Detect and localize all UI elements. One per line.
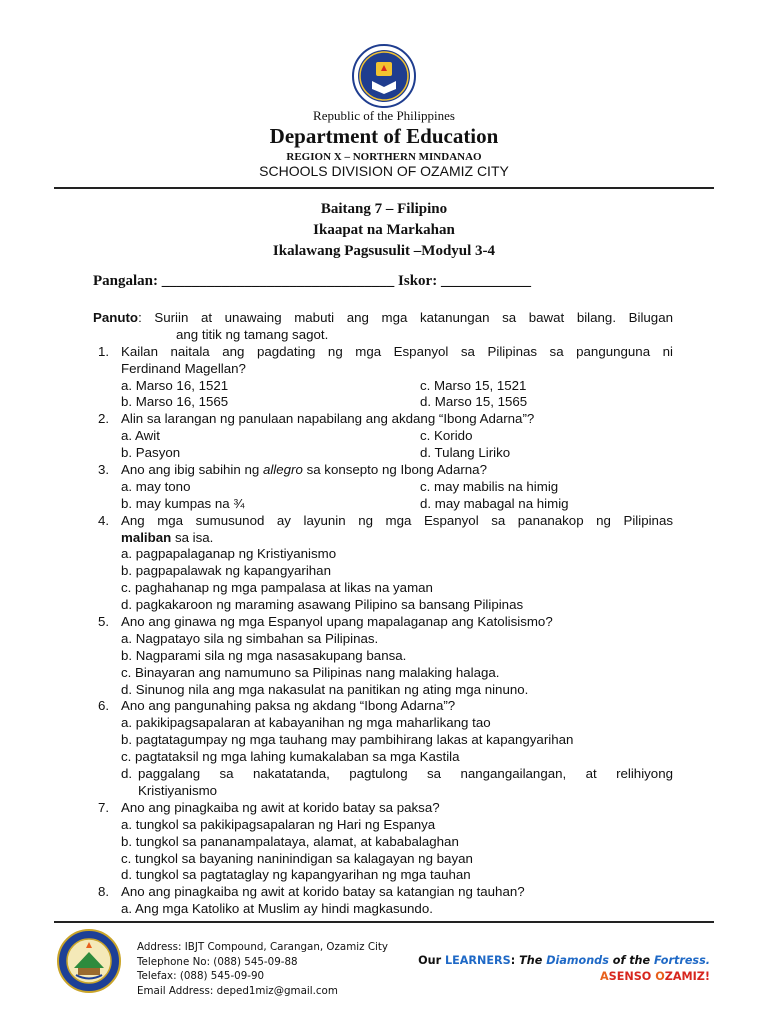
- option-a[interactable]: a. Nagpatayo sila ng simbahan sa Pilipinas.: [121, 630, 379, 646]
- question-3: 3. Ano ang ibig sabihin ng allegro sa konsepto ng Ibong Adarna?: [93, 462, 673, 479]
- question-text: Kailan naitala ang pagdating ng mga Espanyol sa Pilipinas sa pangunguna ni: [121, 343, 673, 359]
- name-label: Pangalan:: [93, 273, 159, 289]
- motto-line1: Our LEARNERS: The Diamonds of the Fortress.: [418, 954, 710, 967]
- footer-divider: [54, 921, 714, 923]
- option-c[interactable]: c. may mabilis na himig: [420, 478, 559, 494]
- question-text: Ferdinand Magellan?: [121, 360, 246, 376]
- footer-contact-info: [137, 940, 388, 998]
- footer-telefax: Telefax: (088) 545-09-90: [137, 970, 265, 983]
- option-b[interactable]: b. Nagparami sila ng mga nasasakupang bansa.: [121, 647, 407, 663]
- option-a[interactable]: a. Marso 16, 1521: [121, 377, 229, 393]
- question-text: Ano ang pinagkaiba ng awit at korido batay sa katangian ng tauhan?: [121, 884, 525, 900]
- options-row: [93, 445, 673, 462]
- question-2: 2. Alin sa larangan ng panulaan napabilang ang akdang “Ibong Adarna”?: [93, 411, 673, 428]
- options-row: [93, 428, 673, 445]
- question-7: 7. Ano ang pinagkaiba ng awit at korido batay sa paksa?: [93, 800, 673, 817]
- question-8: 8. Ano ang pinagkaiba ng awit at korido batay sa katangian ng tauhan?: [93, 884, 673, 901]
- option-a[interactable]: a. tungkol sa pakikipagsapalaran ng Hari ng Espanya: [121, 816, 436, 832]
- option-a[interactable]: a. may tono: [121, 478, 191, 494]
- option-b[interactable]: b. pagtatagumpay ng mga tauhang may pambihirang lakas at kapangyarihan: [121, 732, 574, 748]
- options-row: [93, 394, 673, 411]
- instructions-line2: ang titik ng tamang sagot.: [176, 326, 329, 342]
- question-text: Ang mga sumusunod ay layunin ng mga Espanyol sa pananakop ng Pilipinas: [121, 512, 673, 528]
- question-text: Ano ang ginawa ng mga Espanyol upang mapalaganap ang Katolisismo?: [121, 614, 553, 630]
- department-title: Department of Education: [269, 124, 499, 148]
- motto-line2: ASENSO OZAMIZ!: [600, 970, 710, 983]
- question-text: Ano ang pangunahing paksa ng akdang “Ibong Adarna”?: [121, 698, 456, 714]
- option-c[interactable]: c. tungkol sa bayaning naninindigan sa kalagayan ng bayan: [121, 850, 473, 866]
- options-row: [93, 378, 673, 395]
- question-1: 1. Kailan naitala ang pagdating ng mga Espanyol sa Pilipinas sa pangunguna ni Ferdinand Magellan?: [98, 343, 673, 376]
- header-divider: [54, 187, 714, 189]
- title-exam: Ikalawang Pagsusulit –Modyul 3-4: [272, 243, 496, 259]
- footer-email[interactable]: Email Address: deped1miz@gmail.com: [137, 984, 338, 997]
- option-d[interactable]: d. tungkol sa pagtataglay ng kapangyarihan ng mga tauhan: [121, 867, 471, 883]
- option-b[interactable]: b. tungkol sa pananampalataya, alamat, at kababalaghan: [121, 833, 459, 849]
- option-c[interactable]: c. Korido: [420, 428, 473, 444]
- option-c[interactable]: c. pagtataksil ng mga lahing kumakalaban sa mga Kastila: [121, 749, 460, 765]
- option-c[interactable]: c. Marso 15, 1521: [420, 377, 527, 393]
- deped-seal-icon: [346, 43, 422, 109]
- question-text: Alin sa larangan ng panulaan napabilang ang akdang “Ibong Adarna”?: [121, 411, 535, 427]
- score-label: Iskor:: [398, 273, 438, 289]
- question-text: Ano ang ibig sabihin ng allegro sa konsepto ng Ibong Adarna?: [121, 462, 487, 478]
- footer-motto: [418, 953, 710, 985]
- option-a[interactable]: a. pagpapalaganap ng Kristiyanismo: [121, 546, 337, 562]
- name-score-row: [93, 273, 531, 290]
- option-d[interactable]: d. pagkakaroon ng maraming asawang Pilipino sa bansang Pilipinas: [121, 597, 524, 613]
- option-c[interactable]: c. Binayaran ang namumuno sa Pilipinas nang malaking halaga.: [121, 664, 500, 680]
- question-6: 6. Ano ang pangunahing paksa ng akdang “Ibong Adarna”?: [93, 698, 673, 715]
- option-b[interactable]: b. pagpapalawak ng kapangyarihan: [121, 563, 331, 579]
- division-line: SCHOOLS DIVISION OF OZAMIZ CITY: [259, 163, 509, 179]
- title-quarter: Ikaapat na Markahan: [313, 222, 455, 238]
- option-a[interactable]: a. Ang mga Katoliko at Muslim ay hindi magkasundo.: [121, 901, 433, 917]
- option-d[interactable]: d. may mabagal na himig: [420, 495, 569, 511]
- region-line: REGION X – NORTHERN MINDANAO: [286, 151, 482, 163]
- instructions-line1: Panuto: Suriin at unawaing mabuti ang mga katanungan sa bawat bilang. Bilugan: [93, 310, 673, 325]
- option-a[interactable]: a. Awit: [121, 428, 160, 444]
- question-4: 4. Ang mga sumusunod ay layunin ng mga Espanyol sa pananakop ng Pilipinas maliban sa isa.: [98, 512, 673, 545]
- option-b[interactable]: b. Marso 16, 1565: [121, 394, 229, 410]
- score-blank[interactable]: ____________: [440, 273, 531, 289]
- instructions-label: Panuto: [93, 310, 139, 325]
- ozamiz-division-seal-icon: [56, 928, 122, 994]
- title-grade-subject: Baitang 7 – Filipino: [320, 201, 448, 217]
- option-d[interactable]: d. Sinunog nila ang mga nakasulat na panitikan ng ating mga ninuno.: [121, 681, 529, 697]
- question-5: 5. Ano ang ginawa ng mga Espanyol upang mapalaganap ang Katolisismo?: [93, 614, 673, 631]
- option-a[interactable]: a. pakikipagsapalaran at kabayanihan ng mga maharlikang tao: [121, 715, 491, 731]
- question-text: Ano ang pinagkaiba ng awit at korido batay sa paksa?: [121, 799, 440, 815]
- option-d[interactable]: d. Tulang Liriko: [420, 445, 511, 461]
- options-row: [93, 496, 673, 513]
- option-b[interactable]: b. may kumpas na ¾: [121, 495, 245, 511]
- option-d[interactable]: d. paggalang sa nakatatanda, pagtulong sa nangangailangan, at relihiyong Kristiyanismo: [121, 766, 673, 798]
- footer-address: Address: IBJT Compound, Carangan, Ozamiz City: [137, 941, 388, 953]
- footer-telephone: Telephone No: (088) 545-09-88: [137, 955, 298, 968]
- questions-body: [93, 310, 673, 918]
- question-text: maliban sa isa.: [121, 529, 214, 545]
- options-row: [93, 479, 673, 496]
- name-blank[interactable]: _______________________________: [161, 273, 395, 289]
- option-b[interactable]: b. Pasyon: [121, 445, 181, 461]
- option-c[interactable]: c. paghahanap ng mga pampalasa at likas na yaman: [121, 580, 433, 596]
- option-d[interactable]: d. Marso 15, 1565: [420, 394, 528, 410]
- republic-line: Republic of the Philippines: [313, 108, 455, 123]
